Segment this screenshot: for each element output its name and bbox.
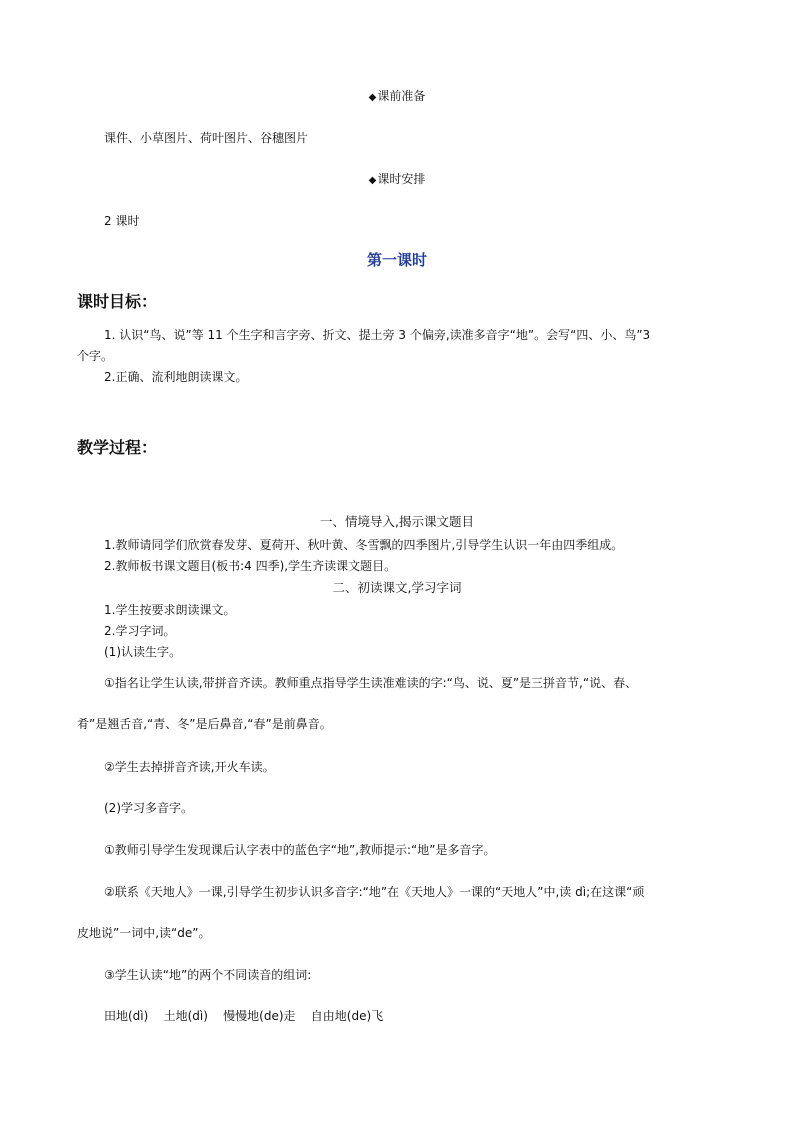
s2-paragraph-5: ②学生去掉拼音齐读,开火车读。	[104, 760, 275, 774]
s2-paragraph-3: (1)认读生字。	[104, 645, 181, 659]
goal-item-1-line2: 个字。	[77, 349, 114, 363]
s2-paragraph-6: (2)学习多音字。	[104, 801, 193, 815]
section2-title: 二、初读课文,学习字词	[332, 580, 462, 595]
process-heading: 教学过程：	[77, 438, 158, 457]
s2-paragraph-8-line1: ②联系《天地人》一课,引导学生初步认识多音字:“地”在《天地人》一课的“天地人”中,读 dì;在这课“顽	[104, 885, 645, 899]
goals-heading: 课时目标：	[77, 292, 158, 311]
s2-paragraph-4-line1: ①指名让学生认读,带拼音齐读。教师重点指导学生读准难读的字:“鸟、说、夏”是三拼音节,“说、春、	[104, 676, 638, 690]
s2-paragraph-1: 1.学生按要求朗读课文。	[104, 603, 236, 617]
s2-paragraph-2: 2.学习字词。	[104, 624, 176, 638]
prep-heading	[0, 88, 794, 106]
s2-paragraph-7: ①教师引导学生发现课后认字表中的蓝色字“地”,教师提示:“地”是多音字。	[104, 843, 496, 857]
goal-item-2: 2.正确、流利地朗读课文。	[104, 370, 248, 384]
s1-paragraph-2: 2.教师板书课文题目(板书:4 四季),学生齐读课文题目。	[104, 559, 397, 573]
schedule-content: 2 课时	[104, 214, 140, 228]
prep-content: 课件、小草图片、荷叶图片、谷穗图片	[104, 131, 309, 145]
section1-title: 一、情境导入,揭示课文题目	[320, 514, 474, 529]
s2-paragraph-4-line2: 肴”是翘舌音,“青、冬”是后鼻音,“春”是前鼻音。	[77, 717, 332, 731]
prep-heading-text: 课前准备	[377, 89, 426, 103]
s2-paragraph-9: ③学生认读“地”的两个不同读音的组词:	[104, 968, 312, 982]
goal-item-1-line1: 1. 认识“鸟、说”等 11 个生字和言字旁、折文、提土旁 3 个偏旁,读准多音字“地”。会写“四、小、鸟”3	[104, 328, 651, 342]
diamond-icon: ◆	[368, 175, 377, 186]
diamond-icon: ◆	[368, 92, 377, 103]
lesson-title: 第一课时	[366, 251, 427, 269]
s1-paragraph-1: 1.教师请同学们欣赏春发芽、夏荷开、秋叶黄、冬雪飘的四季图片,引导学生认识一年由四季组成。	[104, 538, 624, 552]
s2-paragraph-8-line2: 皮地说”一词中,读“de”。	[77, 926, 211, 940]
schedule-heading	[0, 171, 794, 189]
s2-paragraph-10: 田地(dì) 土地(dì) 慢慢地(de)走 自由地(de)飞	[104, 1009, 384, 1023]
schedule-heading-text: 课时安排	[377, 172, 426, 186]
